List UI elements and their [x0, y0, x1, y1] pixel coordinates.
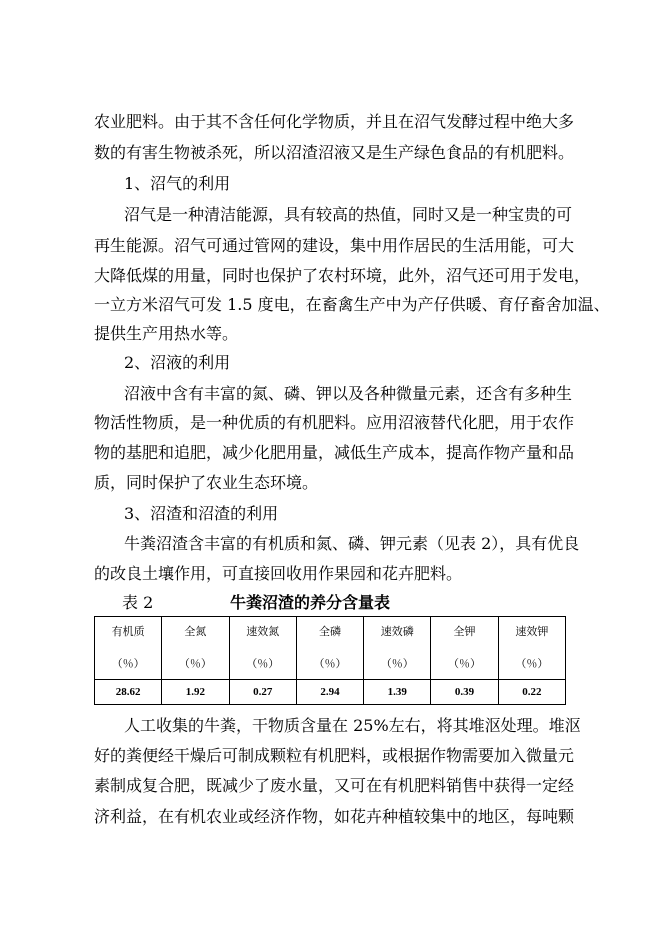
- nutrient-table: [94, 616, 566, 705]
- table-cell: 28.62: [95, 680, 162, 705]
- table-title: 牛粪沼渣的养分含量表: [230, 593, 391, 612]
- table-header-cell: [162, 617, 229, 680]
- header-name: 有机质: [111, 625, 145, 638]
- table-cell: 1.39: [364, 680, 431, 705]
- text-line: 物的基肥和追肥，减少化肥用量，减低生产成本，提高作物产量和品: [94, 443, 575, 462]
- table-header-cell: [498, 617, 565, 680]
- table-row: [95, 680, 566, 705]
- header-name: 速效氮: [246, 625, 280, 638]
- table-cell: 2.94: [296, 680, 363, 705]
- table-label: 表 2: [122, 593, 154, 612]
- text-line: 沼液中含有丰富的氮、磷、钾以及各种微量元素，还含有多种生: [124, 384, 573, 403]
- table-cell: 0.39: [431, 680, 498, 705]
- header-unit: （％）: [448, 657, 482, 670]
- header-name: 全钾: [453, 625, 476, 638]
- table-cell: 1.92: [162, 680, 229, 705]
- header-name: 速效磷: [380, 625, 414, 638]
- text-line: 物活性物质，是一种优质的有机肥料。应用沼液替代化肥，用于农作: [94, 413, 575, 432]
- table-cell: 0.22: [498, 680, 565, 705]
- header-name: 全磷: [318, 625, 341, 638]
- table-header-cell: [364, 617, 431, 680]
- header-unit: （％）: [178, 657, 212, 670]
- text-line: 济利益，在有机农业或经济作物，如花卉种植较集中的地区，每吨颗: [94, 807, 575, 826]
- section-heading-residue: 3、沼渣和沼渣的利用: [124, 504, 279, 523]
- table-header-cell: [296, 617, 363, 680]
- text-line: 的改良土壤作用，可直接回收用作果园和花卉肥料。: [94, 564, 463, 583]
- header-unit: （％）: [111, 657, 145, 670]
- table-header-cell: [229, 617, 296, 680]
- text-line: 人工收集的牛粪，干物质含量在 25%左右，将其堆沤处理。堆沤: [124, 716, 581, 735]
- text-line: 提供生产用热水等。: [94, 324, 239, 343]
- text-line: 质，同时保护了农业生态环境。: [94, 473, 319, 492]
- header-unit: （％）: [246, 657, 280, 670]
- header-unit: （％）: [313, 657, 347, 670]
- text-line: 再生能源。沼气可通过管网的建设，集中用作居民的生活用能，可大: [94, 236, 575, 255]
- table-cell: 0.27: [229, 680, 296, 705]
- section-heading-biogas: 1、沼气的利用: [124, 174, 231, 193]
- text-line: 素制成复合肥，既减少了废水量，又可在有机肥料销售中获得一定经: [94, 776, 575, 795]
- header-unit: （％）: [515, 657, 549, 670]
- header-unit: （％）: [380, 657, 414, 670]
- text-line: 一立方米沼气可发 1.5 度电，在畜禽生产中为产仔供暖、育仔畜舍加温、: [94, 295, 610, 314]
- section-heading-slurry: 2、沼液的利用: [124, 353, 231, 372]
- header-name: 全氮: [184, 625, 207, 638]
- text-line: 数的有害生物被杀死，所以沼渣沼液又是生产绿色食品的有机肥料。: [94, 143, 575, 162]
- text-line: 沼气是一种清洁能源，具有较高的热值，同时又是一种宝贵的可: [124, 205, 573, 224]
- table-header-cell: [95, 617, 162, 680]
- header-name: 速效钾: [515, 625, 549, 638]
- text-line: 牛粪沼渣含丰富的有机质和氮、磷、钾元素（见表 2），具有优良: [124, 534, 580, 553]
- text-line: 农业肥料。由于其不含任何化学物质，并且在沼气发酵过程中绝大多: [94, 112, 575, 131]
- text-line: 好的粪便经干燥后可制成颗粒有机肥料，或根据作物需要加入微量元: [94, 746, 575, 765]
- text-line: 大降低煤的用量，同时也保护了农村环境，此外，沼气还可用于发电，: [94, 266, 591, 285]
- table-header-row: [95, 617, 566, 680]
- table-header-cell: [431, 617, 498, 680]
